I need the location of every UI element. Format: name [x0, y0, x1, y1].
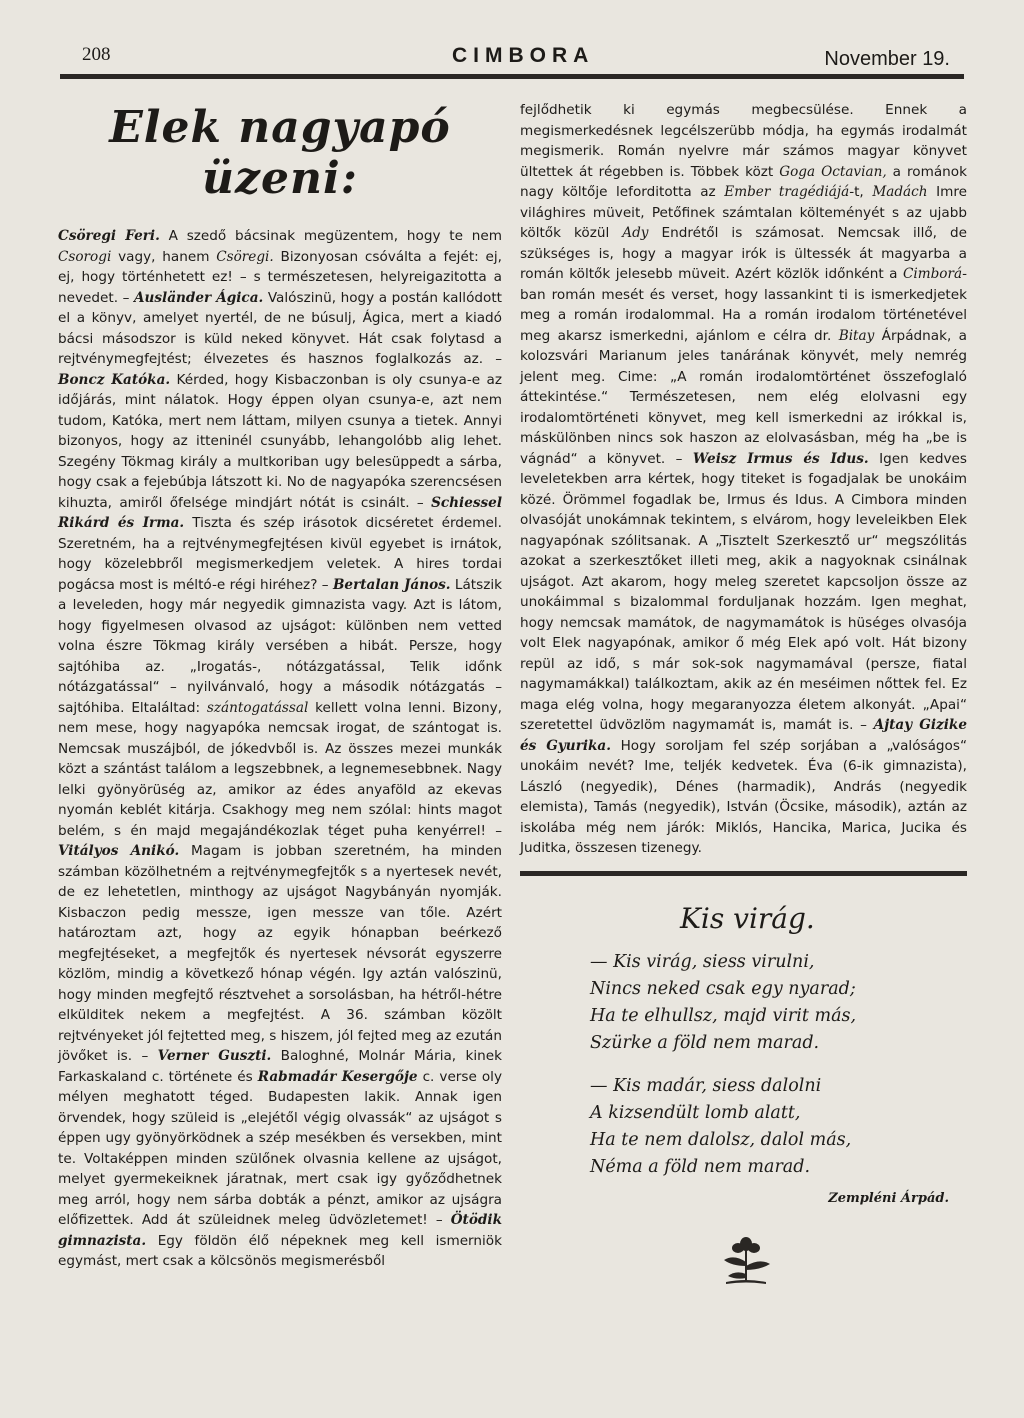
correspondent-name: Verner Guszti.: [157, 1048, 272, 1064]
correspondent-name: Vitályos Anikó.: [58, 843, 180, 859]
text-run: Tiszta és szép irásotok dicséretet érdemel. Szeretném, ha a rejtvénymegfejtésen kivül egyebet is irnátok, hogy közelebbről megismerkedjem veletek. A hires tordai pogácsa most is méltó-e régi hiréhez? –: [58, 515, 502, 593]
correspondent-name: Ötödik gimnazista.: [58, 1212, 502, 1249]
text-run: c. verse oly mélyen meghatott téged. Budapesten lakik. Annak igen örvendek, hogy szüleid is „elejétől végig olvassák“ az ujságot s éppen ugy gyönyörködnek a szép mesékben és versekben, mint te. Voltaképpen minden szülőnek olvasnia kellene az ujságot, melyet gyermekeiknek járatnak, mert csak igy győződhetnek meg arról, hogy nem sárba dobták a pénzt, amikor az ujságra előfizettek. Add át szüleidnek meleg üdvözletemet! –: [58, 1068, 502, 1228]
italic-text: Csöregi.: [216, 248, 274, 265]
poem-line: Ha te elhullsz, majd virit más,: [590, 1005, 857, 1026]
italic-text: szántogatással: [206, 699, 309, 716]
poem-line: Szürke a föld nem marad.: [590, 1032, 820, 1053]
poem-line: — Kis virág, siess virulni,: [590, 951, 815, 972]
text-run: -ban román mesét és verset, hogy lassankint ti is ismerkedjetek meg a román irodalommal. Ha a román irodalom történetével meg akarsz ismerkedni, ajánlom e célra dr.: [520, 266, 967, 344]
text-run: Árpádnak, a kolozsvári Marianum jeles tanárának könyvét, mely nemrég jelent meg. Cime: „A román irodalomtörténet összefoglaló áttekintése.“ Természetesen, nem elég elolvasni egy irodalomtörténeti könyvet, meg kell ismerkedni az irókkal is, máskülönben nincs sok haszon az elolvasásban, még ha „be is vágnád“ a könyvet. –: [520, 327, 967, 467]
poem-stanza: [590, 1073, 967, 1181]
correspondent-name: Schiessel Rikárd és Irma.: [58, 494, 502, 531]
text-run: Baloghné, Molnár Mária, kinek Farkaskaland c. története és: [58, 1048, 503, 1085]
correspondent-name: Csöregi Feri.: [58, 228, 160, 244]
correspondent-name: Boncz Katóka.: [58, 371, 171, 388]
text-run: a románok nagy költője leforditotta az: [520, 163, 967, 200]
text-run: Igen kedves leveletekben arra kértek, hogy titeket is fogadjalak be unokáim közé. Örömmel fogadlak be, Irmus és Idus. A Cimbora minden olvasóját unokámnak tekintem, s elvárom, hogy leveleikben Elek nagyapónak szólitsanak. A „Tisztelt Szerkesztő ur“ megszólitás azokat a szerkesztőket illeti meg, akik a nagyoknak csinálnak ujságot. Azt akarom, hogy meleg szeretet kapcsoljon össze az unokáimmal s bizalommal forduljanak hozzám. Igen meghat, hogy nemcsak mamátok, de nagymamátok is hüséges olvasója volt Elek nagyapónak, amikor ő még Elek apó volt. Hát bizony repül az idő, s már sok-sok nagymamával (persze, fiatal nagymamákkal) találkoztam, akik az én meséimen nőttek fel. Ez maga elég volna, hogy megaranyozza életem alkonyát. „Apai“ szeretettel üdvözlöm nagymamát is, mamát is. –: [520, 450, 967, 733]
header-rule: [60, 74, 964, 79]
italic-text: Bitay: [838, 327, 875, 344]
text-run: Kérded, hogy Kisbaczonban is oly csunya-e az időjárás, mint nálatok. Hogy éppen olyan csunya-e, azt nem tudom, Katóka, mert nem láttam, milyen csunya a tietek. Annyi bizonyos, hogy az itteninél csunyább, lehangolóbb alig lehet. Szegény Tökmag király a multkoriban ugy belesüppedt a sárba, hogy csak a fejebúbja látszott ki. No de nagyapóka szerencsésen kihuzta, amiről őfelsége mindjárt nótát is csinált. –: [58, 371, 502, 511]
text-run: Magam is jobban szeretném, ha minden számban közölhetném a rejtvénymegfejtők s a nyertesek nevét, de ez lehetetlen, minthogy az ujságot Nagybányán nyomják. Kisbaczon pedig messze, igen messze van tőle. Azért határoztam azt, hogy az egyik hónapban beérkező megfejtéseket, a megfejtők és nyertesek névsorát egyszerre közlöm, mindig a következő hónap végén. Igy aztán valószinü, hogy minden megfejtő résztvehet a sorsolásban, ha hétről-hétre elkülditek nekem a megfejtést. A 36. számban közölt rejtvényeket jól fejtetted meg, s hiszem, jól fejted meg az ezután jövőket is. –: [58, 843, 503, 1064]
section-heading: Elek nagyapó üzeni:: [109, 102, 451, 204]
poem-body: [520, 949, 967, 1181]
text-run: fejlődhetik ki egymás megbecsülése. Ennek a megismerkedésnek legcélszerübb módja, ha egymás irodalmát megismerik. Román nyelvre már számos magyar könyvet ültettek át régebben is. Többek közt: [520, 102, 967, 180]
page-number: 208: [82, 44, 111, 65]
poem-author: Zempléni Árpád.: [828, 1190, 949, 1206]
poem-line: Ha te nem dalolsz, dalol más,: [590, 1129, 852, 1150]
poem-line: Néma a föld nem marad.: [590, 1156, 811, 1177]
correspondent-name: Ajtay Gizike és Gyurika.: [520, 717, 967, 754]
issue-date: November 19.: [824, 48, 950, 70]
text-run: kellett volna lenni. Bizony, nem mese, hogy nagyapóka nemcsak irogat, de szántogat is. Nemcsak muszájból, de jókedvből is. Az összes mezei munkák közt a szántást találom a legszebbnek, a legnemesebbnek. Nagy lelki gyönyörüség az, amikor az édes anyaföld az ekevas nyomán keblét kitárja. Csakhogy meg nem szólal: hints magot belém, s én majd megajándékozlak téget puha kenyérrel! –: [58, 699, 502, 839]
text-run: -t,: [849, 184, 873, 200]
italic-text: Ady: [622, 225, 649, 241]
poem-line: A kizsendült lomb alatt,: [590, 1102, 801, 1123]
correspondent-name: Rabmadár Kesergője: [257, 1068, 418, 1085]
text-run: Hogy soroljam fel szép sorjában a „valóságos“ unokáim nevét? Ime, teljék kedvetek. Éva (6-ik gimnazista), László (negyedik), Dénes (harmadik), András (negyedik elemista), Tamás (negyedik), István (Öcsike, második), aztán az iskolába még nem járók: Miklós, Hancika, Marica, Jucika és Juditka, összesen tizenegy.: [520, 737, 967, 856]
italic-text: Ember tragédiájá: [724, 184, 850, 200]
correspondent-name: Weisz Irmus és Idus.: [692, 450, 869, 467]
text-run: vagy, hanem: [111, 248, 217, 265]
letters-text-right: [520, 100, 967, 859]
text-run: Endrétől is számosat. Nemcsak illő, de szükséges is, hogy a magyar irók is ültessék át magyarba a román költők jelesebb müveit. Azért közlök időnként a: [520, 225, 967, 282]
text-run: A szedő bácsinak megüzentem, hogy te nem: [159, 228, 502, 244]
poem-stanza: [590, 949, 967, 1057]
right-column: [520, 100, 967, 1291]
magazine-title: CIMBORA: [452, 44, 595, 67]
poem-line: Nincs neked csak egy nyarad;: [590, 978, 856, 999]
correspondent-name: Ausländer Ágica.: [133, 289, 264, 306]
italic-text: Cimborá: [902, 266, 963, 282]
flower-ornament-icon: [716, 1236, 776, 1286]
left-column: [58, 84, 502, 1272]
text-run: Bizonyosan csóválta a fejét: ej, ej, hogy történhetett ez! – s természetesen, helyreigazitotta a nevedet. –: [58, 248, 502, 306]
text-run: Egy földön élő népeknek meg kell ismerniök egymást, mert csak a kölcsönös megismerésből: [58, 1232, 502, 1269]
text-run: Látszik a leveleden, hogy már negyedik gimnazista vagy. Azt is látom, hogy figyelmesen olvasod az ujságot: különben nem vetted volna észre Tökmag király versében a hibát. Persze, hogy sajtóhiba az. „Irogatás-, nótázgatással, Telik időnk nótázgatással“ – nyilvánvaló, hogy a második nótázgatás – sajtóhiba. Eltaláltad:: [58, 576, 502, 716]
poem-line: — Kis madár, siess dalolni: [590, 1075, 822, 1096]
italic-text: Csorogi: [58, 248, 112, 265]
correspondent-name: Bertalan János.: [332, 576, 451, 593]
section-rule: [520, 871, 967, 876]
text-run: Valószinü, hogy a postán kallódott el a könyv, amelyet nyertél, de ne búsulj, Ágica, mert a kiadó bácsi másodszor is küld neked könyvet. Hát csak folytasd a rejtvénymegfejtést; élvezetes és hasznos foglalkozás az. –: [58, 289, 502, 367]
italic-text: Madách: [872, 184, 928, 200]
text-run: Imre világhires müveit, Petőfinek számtalan költeményét s az ujabb költők közül: [520, 184, 967, 241]
italic-text: Goga Octavian,: [779, 163, 887, 180]
letters-text-left: [58, 226, 502, 1272]
poem-title: Kis virág.: [680, 901, 815, 935]
